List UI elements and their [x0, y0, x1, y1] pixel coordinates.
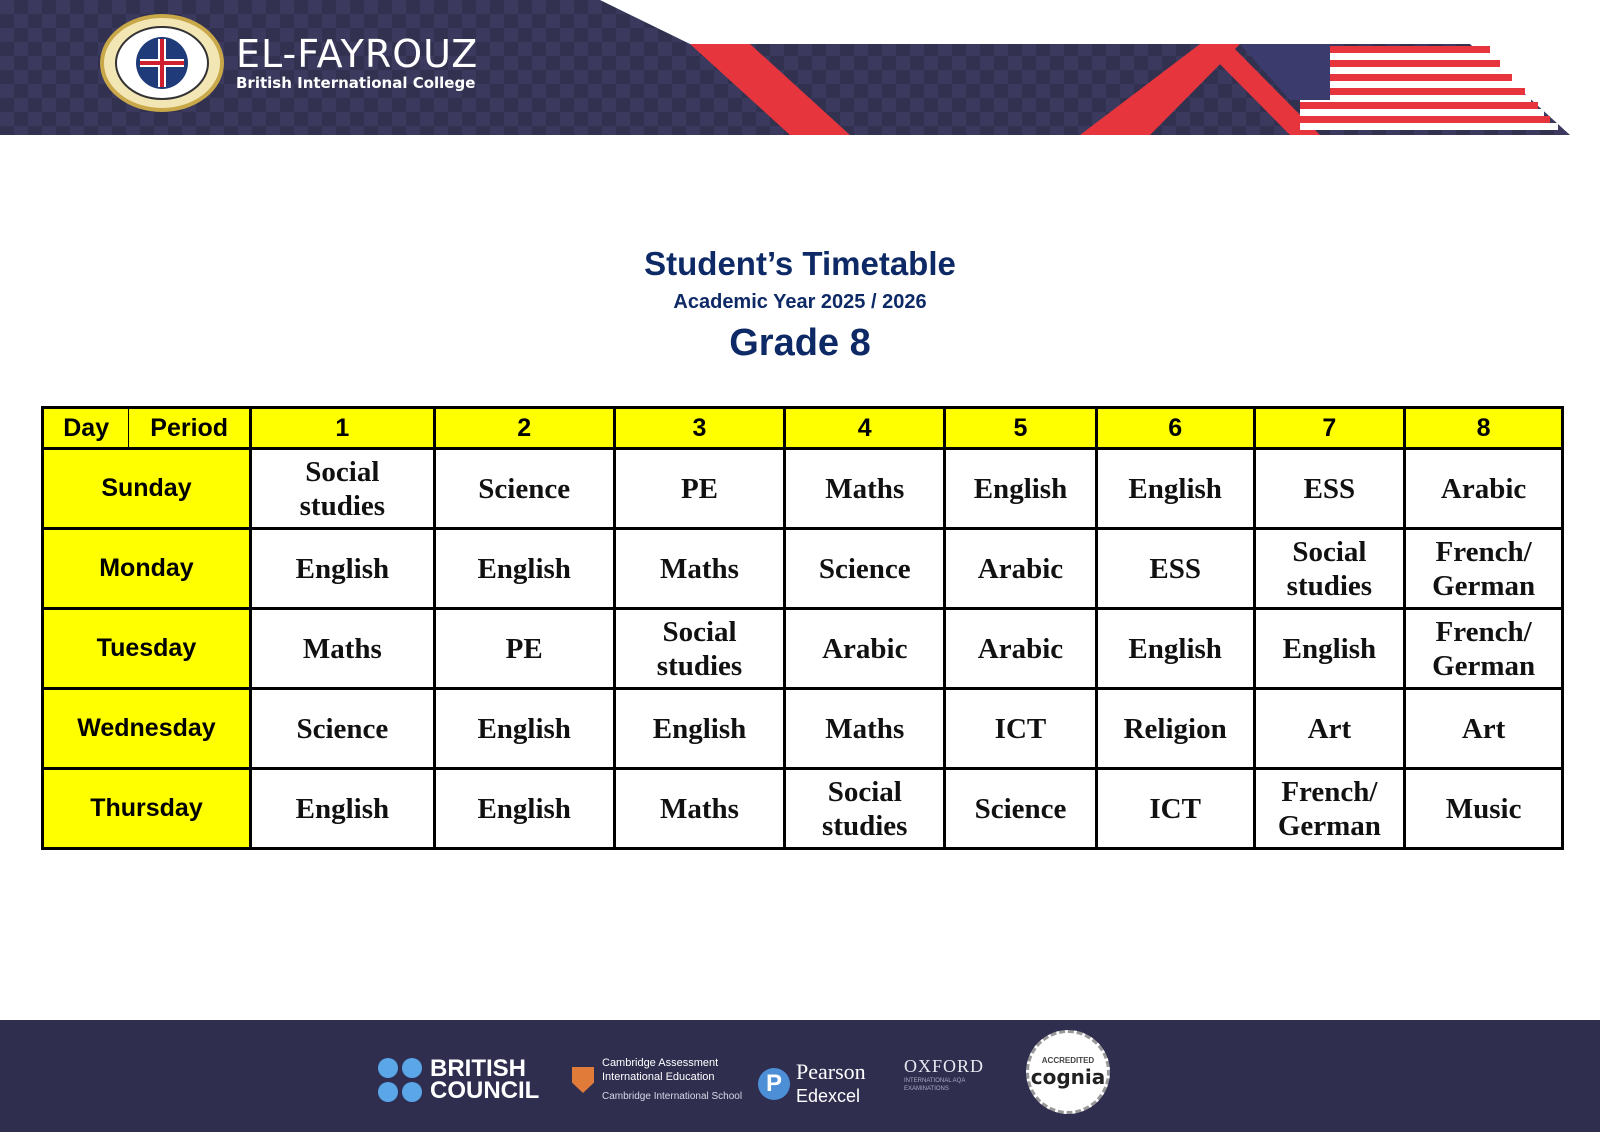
- timetable: [41, 406, 1564, 850]
- footer-accreditations: [0, 1020, 1600, 1132]
- subject-cell: Arabic: [945, 609, 1097, 689]
- british-council-text: BRITISH COUNCIL: [430, 1055, 540, 1104]
- academic-year: Academic Year 2025 / 2026: [673, 291, 927, 313]
- subject-cell: PE: [614, 449, 785, 529]
- period-number: 5: [945, 408, 1097, 449]
- college-logo: [100, 14, 478, 112]
- oxford-sub: INTERNATIONAL AQA EXAMINATIONS: [904, 1078, 966, 1092]
- subject-cell: English: [434, 769, 614, 849]
- timetable-row: [43, 769, 1563, 849]
- pearson-logo-icon: P: [758, 1068, 790, 1100]
- period-number: 7: [1254, 408, 1405, 449]
- timetable-row: [43, 529, 1563, 609]
- subject-cell: English: [1254, 609, 1405, 689]
- day-label: Sunday: [43, 449, 251, 529]
- subject-cell: Science: [945, 769, 1097, 849]
- subject-cell: Maths: [250, 609, 434, 689]
- period-number: 6: [1096, 408, 1254, 449]
- subject-cell: French/ German: [1405, 529, 1563, 609]
- timetable-body: [43, 449, 1563, 849]
- cambridge-logo: [572, 1056, 742, 1104]
- subject-cell: English: [434, 689, 614, 769]
- subject-cell: ICT: [945, 689, 1097, 769]
- subject-cell: English: [945, 449, 1097, 529]
- period-number: 8: [1405, 408, 1563, 449]
- cambridge-line-1: Cambridge Assessment: [602, 1057, 719, 1069]
- subject-cell: Social studies: [785, 769, 945, 849]
- period-number: 4: [785, 408, 945, 449]
- day-label: Tuesday: [43, 609, 251, 689]
- subject-cell: Science: [250, 689, 434, 769]
- header-banner: [0, 0, 1600, 135]
- grade-label: Grade 8: [729, 322, 871, 364]
- subject-cell: Maths: [614, 769, 785, 849]
- subject-cell: English: [1096, 449, 1254, 529]
- subject-cell: Science: [785, 529, 945, 609]
- subject-cell: Science: [434, 449, 614, 529]
- subject-cell: ESS: [1096, 529, 1254, 609]
- british-council-logo-icon: [378, 1058, 422, 1102]
- cambridge-sub: Cambridge International School: [602, 1091, 743, 1102]
- cambridge-shield-icon: [572, 1067, 594, 1093]
- period-number: 3: [614, 408, 785, 449]
- day-label: Wednesday: [43, 689, 251, 769]
- subject-cell: Art: [1254, 689, 1405, 769]
- timetable-row: [43, 609, 1563, 689]
- subject-cell: Social studies: [1254, 529, 1405, 609]
- subject-cell: Religion: [1096, 689, 1254, 769]
- college-crest-icon: [100, 14, 224, 112]
- subject-cell: English: [1096, 609, 1254, 689]
- pearson-name: Pearson: [796, 1059, 866, 1084]
- british-council-logo: [378, 1055, 540, 1104]
- day-header: Day: [43, 408, 129, 449]
- pearson-logo: [758, 1060, 866, 1108]
- subject-cell: French/ German: [1405, 609, 1563, 689]
- subject-cell: Arabic: [945, 529, 1097, 609]
- timetable-row: [43, 689, 1563, 769]
- subject-cell: Maths: [614, 529, 785, 609]
- subject-cell: French/ German: [1254, 769, 1405, 849]
- oxford-name: OXFORD: [904, 1056, 985, 1076]
- cognia-logo: [1026, 1030, 1110, 1114]
- subject-cell: Maths: [785, 449, 945, 529]
- brand-subtitle: British International College: [236, 74, 476, 92]
- subject-cell: Music: [1405, 769, 1563, 849]
- subject-cell: ICT: [1096, 769, 1254, 849]
- subject-cell: Art: [1405, 689, 1563, 769]
- subject-cell: Social studies: [250, 449, 434, 529]
- subject-cell: English: [250, 769, 434, 849]
- period-number: 2: [434, 408, 614, 449]
- subject-cell: English: [614, 689, 785, 769]
- edexcel-name: Edexcel: [796, 1086, 861, 1106]
- oxford-aqa-logo: [904, 1056, 994, 1093]
- subject-cell: PE: [434, 609, 614, 689]
- timetable-header-row: [43, 408, 1563, 449]
- period-header: Period: [129, 408, 251, 449]
- subject-cell: English: [434, 529, 614, 609]
- cognia-accredited: ACCREDITED: [1041, 1055, 1095, 1065]
- subject-cell: Arabic: [1405, 449, 1563, 529]
- subject-cell: Arabic: [785, 609, 945, 689]
- subject-cell: Maths: [785, 689, 945, 769]
- subject-cell: English: [250, 529, 434, 609]
- cognia-badge-icon: [1026, 1030, 1110, 1114]
- day-label: Thursday: [43, 769, 251, 849]
- timetable-row: [43, 449, 1563, 529]
- cambridge-line-2: International Education: [602, 1071, 715, 1083]
- subject-cell: Social studies: [614, 609, 785, 689]
- page-title: Student’s Timetable: [644, 245, 956, 282]
- day-label: Monday: [43, 529, 251, 609]
- cognia-name: cognia: [1030, 1064, 1106, 1089]
- brand-name: EL-FAYROUZ: [236, 32, 479, 76]
- subject-cell: ESS: [1254, 449, 1405, 529]
- period-number: 1: [250, 408, 434, 449]
- title-block: [0, 244, 1600, 366]
